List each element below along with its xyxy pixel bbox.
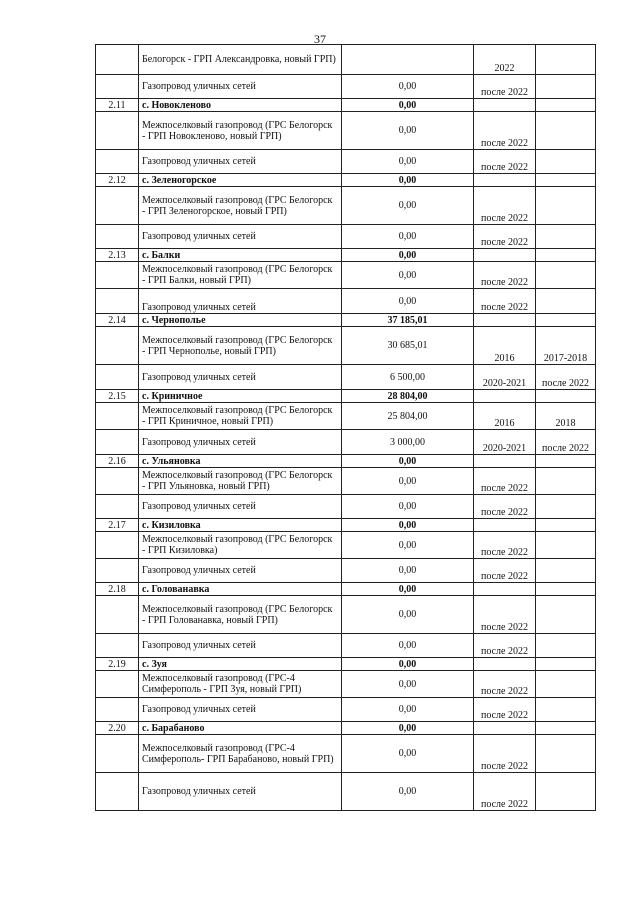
row-name: Межпоселковый газопровод (ГРС Белогорск - ГРП Балки, новый ГРП) (139, 262, 342, 289)
row-value: 3 000,00 (342, 430, 474, 455)
row-number (96, 671, 139, 698)
row-name: Межпоселковый газопровод (ГРС Белогорск - ГРП Голованавка, новый ГРП) (139, 596, 342, 634)
table-row (96, 45, 596, 75)
settlement-row (96, 519, 596, 532)
settlement-row (96, 722, 596, 735)
row-value: 25 804,00 (342, 403, 474, 430)
row-start-year: 2020-2021 (474, 430, 536, 455)
row-value: 0,00 (342, 532, 474, 559)
gas-pipeline-table (95, 44, 596, 811)
row-end-year (536, 583, 596, 596)
table-row (96, 698, 596, 722)
row-name: Газопровод уличных сетей (139, 495, 342, 519)
row-name: с. Чернополье (139, 314, 342, 327)
row-end-year (536, 658, 596, 671)
table-row (96, 327, 596, 365)
row-name: Газопровод уличных сетей (139, 634, 342, 658)
row-value: 0,00 (342, 773, 474, 811)
row-start-year: 2022 (474, 45, 536, 75)
row-end-year (536, 225, 596, 249)
row-start-year: после 2022 (474, 532, 536, 559)
row-end-year: после 2022 (536, 430, 596, 455)
row-number (96, 112, 139, 150)
row-value: 28 804,00 (342, 390, 474, 403)
row-end-year (536, 532, 596, 559)
row-start-year (474, 519, 536, 532)
row-end-year (536, 45, 596, 75)
row-number (96, 289, 139, 314)
row-start-year: после 2022 (474, 112, 536, 150)
row-start-year (474, 722, 536, 735)
row-start-year (474, 658, 536, 671)
row-end-year (536, 249, 596, 262)
row-value: 0,00 (342, 698, 474, 722)
row-start-year: после 2022 (474, 773, 536, 811)
row-name: с. Зеленогорское (139, 174, 342, 187)
row-value: 0,00 (342, 495, 474, 519)
row-start-year (474, 99, 536, 112)
row-number (96, 187, 139, 225)
row-value: 0,00 (342, 596, 474, 634)
settlement-row (96, 455, 596, 468)
row-start-year (474, 174, 536, 187)
row-end-year (536, 289, 596, 314)
row-end-year (536, 390, 596, 403)
row-end-year (536, 495, 596, 519)
row-start-year: после 2022 (474, 698, 536, 722)
row-number: 2.18 (96, 583, 139, 596)
row-number (96, 75, 139, 99)
settlement-row (96, 390, 596, 403)
row-name: Газопровод уличных сетей (139, 773, 342, 811)
table-row (96, 112, 596, 150)
row-name: с. Ульяновка (139, 455, 342, 468)
row-value: 0,00 (342, 519, 474, 532)
table-row (96, 559, 596, 583)
row-end-year (536, 519, 596, 532)
row-end-year (536, 187, 596, 225)
row-start-year: после 2022 (474, 187, 536, 225)
row-end-year: 2017-2018 (536, 327, 596, 365)
row-value: 30 685,01 (342, 327, 474, 365)
row-number: 2.11 (96, 99, 139, 112)
settlement-row (96, 249, 596, 262)
row-value: 0,00 (342, 468, 474, 495)
row-name: Межпоселковый газопровод (ГРС Белогорск - ГРП Зеленогорское, новый ГРП) (139, 187, 342, 225)
row-name: Межпоселковый газопровод (ГРС Белогорск - ГРП Новокленово, новый ГРП) (139, 112, 342, 150)
row-name: Газопровод уличных сетей (139, 225, 342, 249)
row-number (96, 634, 139, 658)
row-start-year: после 2022 (474, 289, 536, 314)
row-name: Газопровод уличных сетей (139, 150, 342, 174)
row-value: 0,00 (342, 455, 474, 468)
settlement-row (96, 658, 596, 671)
row-name: с. Зуя (139, 658, 342, 671)
row-number (96, 45, 139, 75)
row-start-year (474, 314, 536, 327)
row-value: 0,00 (342, 658, 474, 671)
row-value (342, 45, 474, 75)
row-value: 0,00 (342, 75, 474, 99)
row-name: Газопровод уличных сетей (139, 75, 342, 99)
row-number (96, 596, 139, 634)
row-number (96, 559, 139, 583)
row-name: Газопровод уличных сетей (139, 698, 342, 722)
row-number: 2.20 (96, 722, 139, 735)
row-name: с. Балки (139, 249, 342, 262)
row-value: 0,00 (342, 722, 474, 735)
row-start-year: после 2022 (474, 225, 536, 249)
row-name: с. Барабаново (139, 722, 342, 735)
row-name: с. Новокленово (139, 99, 342, 112)
row-end-year (536, 75, 596, 99)
row-end-year (536, 99, 596, 112)
row-end-year (536, 314, 596, 327)
row-number (96, 495, 139, 519)
row-number (96, 773, 139, 811)
table-row (96, 671, 596, 698)
row-name: Газопровод уличных сетей (139, 365, 342, 390)
row-end-year (536, 174, 596, 187)
table-row (96, 430, 596, 455)
row-name: Газопровод уличных сетей (139, 559, 342, 583)
row-value: 0,00 (342, 249, 474, 262)
table-row (96, 596, 596, 634)
settlement-row (96, 314, 596, 327)
row-start-year: после 2022 (474, 150, 536, 174)
table-row (96, 403, 596, 430)
row-end-year (536, 698, 596, 722)
row-name: Межпоселковый газопровод (ГРС Белогорск - ГРП Ульяновка, новый ГРП) (139, 468, 342, 495)
row-number (96, 150, 139, 174)
row-start-year: 2020-2021 (474, 365, 536, 390)
page-number: 37 (314, 32, 326, 46)
row-number: 2.14 (96, 314, 139, 327)
table-row (96, 532, 596, 559)
row-start-year: после 2022 (474, 559, 536, 583)
row-number: 2.17 (96, 519, 139, 532)
row-number: 2.19 (96, 658, 139, 671)
row-name: Газопровод уличных сетей (139, 289, 342, 314)
row-number: 2.13 (96, 249, 139, 262)
row-start-year: после 2022 (474, 634, 536, 658)
row-name: Газопровод уличных сетей (139, 430, 342, 455)
row-start-year: после 2022 (474, 671, 536, 698)
row-value: 0,00 (342, 150, 474, 174)
row-number (96, 468, 139, 495)
row-value: 0,00 (342, 671, 474, 698)
row-end-year (536, 722, 596, 735)
row-start-year: после 2022 (474, 596, 536, 634)
row-start-year (474, 583, 536, 596)
settlement-row (96, 99, 596, 112)
row-number (96, 262, 139, 289)
row-value: 0,00 (342, 559, 474, 583)
row-number: 2.16 (96, 455, 139, 468)
row-start-year: после 2022 (474, 75, 536, 99)
row-name: Межпоселковый газопровод (ГРС Белогорск - ГРП Криничное, новый ГРП) (139, 403, 342, 430)
row-start-year: после 2022 (474, 262, 536, 289)
table-row (96, 735, 596, 773)
row-value: 0,00 (342, 187, 474, 225)
row-start-year: 2016 (474, 403, 536, 430)
row-name: Межпоселковый газопровод (ГРС-4 Симферополь - ГРП Зуя, новый ГРП) (139, 671, 342, 698)
table-row (96, 773, 596, 811)
row-name: с. Криничное (139, 390, 342, 403)
table-body (96, 45, 596, 811)
row-end-year (536, 634, 596, 658)
row-name: с. Голованавка (139, 583, 342, 596)
row-end-year (536, 559, 596, 583)
settlement-row (96, 583, 596, 596)
table-row (96, 468, 596, 495)
row-end-year: после 2022 (536, 365, 596, 390)
row-number (96, 403, 139, 430)
row-start-year: после 2022 (474, 495, 536, 519)
row-value: 0,00 (342, 289, 474, 314)
row-end-year (536, 112, 596, 150)
row-value: 0,00 (342, 583, 474, 596)
row-end-year: 2018 (536, 403, 596, 430)
row-end-year (536, 468, 596, 495)
row-value: 0,00 (342, 735, 474, 773)
table-row (96, 634, 596, 658)
row-start-year: 2016 (474, 327, 536, 365)
row-end-year (536, 773, 596, 811)
row-name: Межпоселковый газопровод (ГРС Белогорск - ГРП Чернополье, новый ГРП) (139, 327, 342, 365)
row-start-year: после 2022 (474, 735, 536, 773)
row-name: Межпоселковый газопровод (ГРС Белогорск - ГРП Кизиловка) (139, 532, 342, 559)
row-value: 0,00 (342, 262, 474, 289)
row-end-year (536, 735, 596, 773)
row-value: 6 500,00 (342, 365, 474, 390)
row-end-year (536, 671, 596, 698)
table-row (96, 225, 596, 249)
row-value: 0,00 (342, 99, 474, 112)
row-value: 0,00 (342, 225, 474, 249)
row-value: 0,00 (342, 174, 474, 187)
row-number (96, 225, 139, 249)
row-start-year (474, 249, 536, 262)
row-end-year (536, 596, 596, 634)
row-end-year (536, 455, 596, 468)
table-row (96, 150, 596, 174)
row-number (96, 532, 139, 559)
settlement-row (96, 174, 596, 187)
row-value: 0,00 (342, 112, 474, 150)
row-end-year (536, 262, 596, 289)
row-number (96, 365, 139, 390)
table-row (96, 262, 596, 289)
row-start-year (474, 390, 536, 403)
row-number: 2.12 (96, 174, 139, 187)
table-row (96, 75, 596, 99)
row-end-year (536, 150, 596, 174)
row-number (96, 327, 139, 365)
row-number (96, 735, 139, 773)
row-name: Белогорск - ГРП Александровка, новый ГРП) (139, 45, 342, 75)
table-row (96, 187, 596, 225)
row-number (96, 430, 139, 455)
row-number: 2.15 (96, 390, 139, 403)
row-start-year: после 2022 (474, 468, 536, 495)
table-row (96, 365, 596, 390)
table-row (96, 289, 596, 314)
row-name: с. Кизиловка (139, 519, 342, 532)
row-value: 37 185,01 (342, 314, 474, 327)
table-row (96, 495, 596, 519)
row-value: 0,00 (342, 634, 474, 658)
row-name: Межпоселковый газопровод (ГРС-4 Симферополь- ГРП Барабаново, новый ГРП) (139, 735, 342, 773)
row-number (96, 698, 139, 722)
row-start-year (474, 455, 536, 468)
